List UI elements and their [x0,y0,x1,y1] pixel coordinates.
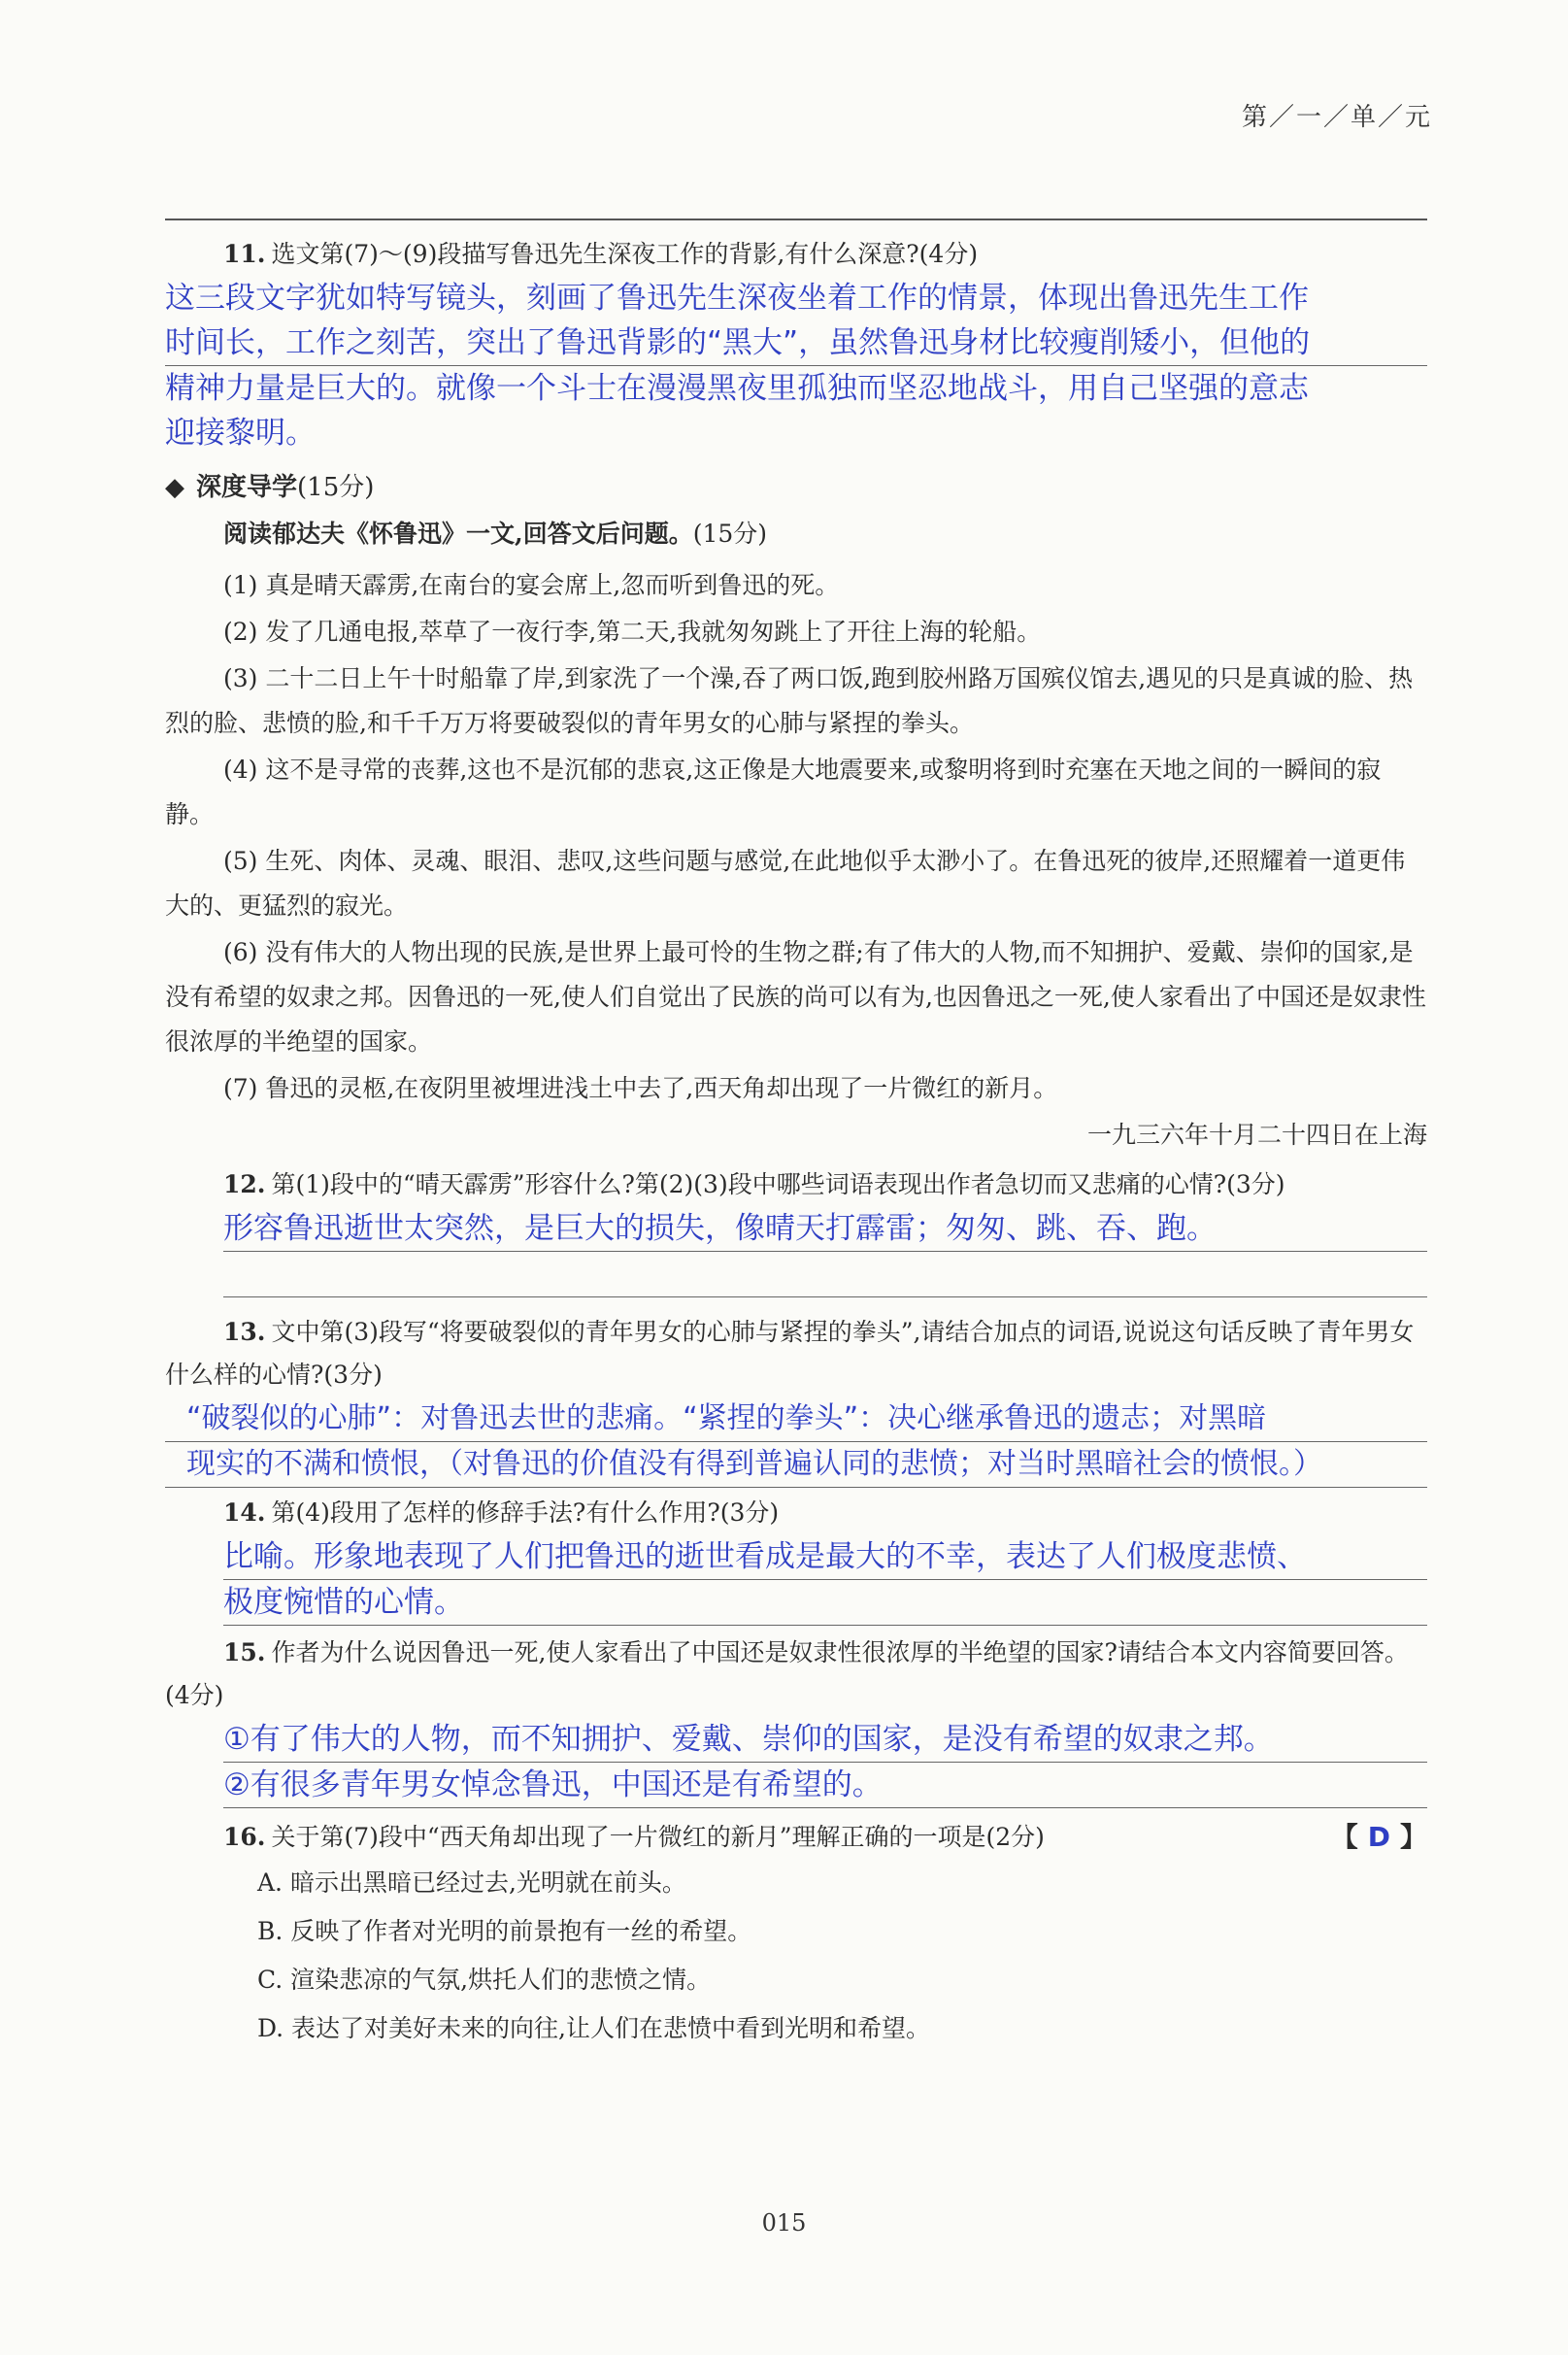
unit-header: 第／一／单／元 [1241,103,1432,132]
question-16-row [165,1816,1427,1859]
answer-line: 极度惋惜的心情。 [223,1580,1427,1626]
header-rule [165,219,1427,220]
answer-line: 迎接黎明。 [165,416,316,451]
question-14 [165,1492,1427,1534]
passage-paragraph: (5) 生死、肉体、灵魂、眼泪、悲叹,这些问题与感觉,在此地似乎太渺小了。在鲁迅死的彼岸,还照耀着一道更伟大的、更猛烈的寂光。 [165,847,1406,920]
answer-16: D [1367,1821,1390,1853]
reading-passage [165,563,1427,1158]
reading-intro-text: 阅读郁达夫《怀鲁迅》一文,回答文后问题。 [223,520,693,548]
bracket-left: 【 [1330,1821,1358,1853]
question-12 [165,1163,1427,1206]
diamond-icon: ◆ [165,473,184,502]
passage-paragraph: (6) 没有伟大的人物出现的民族,是世界上最可怜的生物之群;有了伟大的人物,而不知拥护、爱戴、崇仰的国家,是没有希望的奴隶之邦。因鲁迅的一死,使人们自觉出了民族的尚可以有为,也因鲁迅之一死,使人家看出了中国还是奴隶性很浓厚的半绝望的国家。 [165,938,1426,1056]
option-d: D. 表达了对美好未来的向往,让人们在悲愤中看到光明和希望。 [257,2014,930,2042]
answer-bracket [1331,1816,1427,1855]
passage-paragraph: (7) 鲁迅的灵柩,在夜阴里被埋进浅土中去了,西天角却出现了一片微红的新月。 [223,1074,1058,1102]
answer-13 [165,1396,1427,1488]
question-number: 13. [223,1318,266,1346]
section-title [165,467,1427,503]
question-text: 选文第(7)～(9)段描写鲁迅先生深夜工作的背影,有什么深意?(4分) [271,240,979,268]
passage-dateline: 一九三六年十月二十四日在上海 [1086,1121,1427,1149]
question-11 [165,233,1427,276]
options-16 [165,1859,1427,2053]
passage-paragraph: (3) 二十二日上午十时船靠了岸,到家洗了一个澡,吞了两口饭,跑到胶州路万国殡仪馆去,遇见的只是真诚的脸、热烈的脸、悲愤的脸,和千千万万将要破裂似的青年男女的心肺与紧捏的拳头。 [165,664,1414,737]
reading-intro-score: (15分) [692,520,768,548]
passage-paragraph: (4) 这不是寻常的丧葬,这也不是沉郁的悲哀,这正像是大地震要来,或黎明将到时充塞在天地之间的一瞬间的寂静。 [165,756,1382,828]
answer-line: 现实的不满和愤恨，（对鲁迅的价值没有得到普遍认同的悲愤；对当时黑暗社会的愤恨。） [165,1442,1427,1488]
answer-line: 时间长，工作之刻苦，突出了鲁迅背影的“黑大”，虽然鲁迅身材比较瘦削矮小，但他的 [165,320,1427,366]
answer-line: ②有很多青年男女悼念鲁迅，中国还是有希望的。 [223,1763,1427,1808]
question-text: 第(4)段用了怎样的修辞手法?有什么作用?(3分) [271,1498,780,1527]
question-text: 关于第(7)段中“西天角却出现了一片微红的新月”理解正确的一项是(2分) [271,1823,1045,1851]
question-number: 12. [223,1170,266,1198]
question-13 [165,1311,1427,1396]
question-number: 16. [223,1823,266,1851]
question-number: 14. [223,1498,266,1527]
option-c: C. 渲染悲凉的气氛,烘托人们的悲愤之情。 [257,1966,712,1994]
question-number: 11. [223,240,266,268]
question-text: 文中第(3)段写“将要破裂似的青年男女的心肺与紧捏的拳头”,请结合加点的词语,说说这句话反映了青年男女什么样的心情?(3分) [165,1318,1415,1389]
question-text: 作者为什么说因鲁迅一死,使人家看出了中国还是奴隶性很浓厚的半绝望的国家?请结合本文内容简要回答。(4分) [165,1638,1409,1709]
answer-line: “破裂似的心肺”：对鲁迅去世的悲痛。“紧捏的拳头”：决心继承鲁迅的遗志；对黑暗 [165,1396,1427,1442]
section-score: (15分) [297,473,375,502]
bracket-right: 】 [1399,1821,1427,1853]
answer-line: 这三段文字犹如特写镜头，刻画了鲁迅先生深夜坐着工作的情景，体现出鲁迅先生工作 [165,281,1309,316]
page-number: 015 [761,2209,807,2237]
option-b: B. 反映了作者对光明的前景抱有一丝的希望。 [257,1917,752,1945]
answer-line: ①有了伟大的人物，而不知拥护、爱戴、崇仰的国家，是没有希望的奴隶之邦。 [223,1717,1427,1763]
answer-line: 比喻。形象地表现了人们把鲁迅的逝世看成是最大的不幸，表达了人们极度悲愤、 [223,1534,1427,1580]
answer-14 [223,1534,1427,1626]
answer-11 [165,276,1427,455]
answer-line: 形容鲁迅逝世太突然，是巨大的损失，像晴天打霹雷；匆匆、跳、吞、跑。 [223,1206,1427,1252]
reading-intro [223,513,1427,555]
question-number: 15. [223,1638,266,1666]
answer-15 [223,1717,1427,1808]
option-a: A. 暗示出黑暗已经过去,光明就在前头。 [257,1868,686,1897]
page-content [165,233,1427,2053]
passage-paragraph: (2) 发了几通电报,萃草了一夜行李,第二天,我就匆匆跳上了开往上海的轮船。 [223,618,1042,646]
answer-12 [223,1206,1427,1297]
question-16 [165,1816,1427,1859]
passage-paragraph: (1) 真是晴天霹雳,在南台的宴会席上,忽而听到鲁迅的死。 [223,571,840,599]
question-text: 第(1)段中的“晴天霹雳”形容什么?第(2)(3)段中哪些词语表现出作者急切而又悲痛的心情?(3分) [271,1170,1285,1198]
section-title-text: 深度导学 [196,473,298,502]
question-15 [165,1632,1427,1717]
blank-answer-line [223,1252,1427,1297]
answer-line: 精神力量是巨大的。就像一个斗士在漫漫黑夜里孤独而坚忍地战斗，用自己坚强的意志 [165,371,1309,406]
